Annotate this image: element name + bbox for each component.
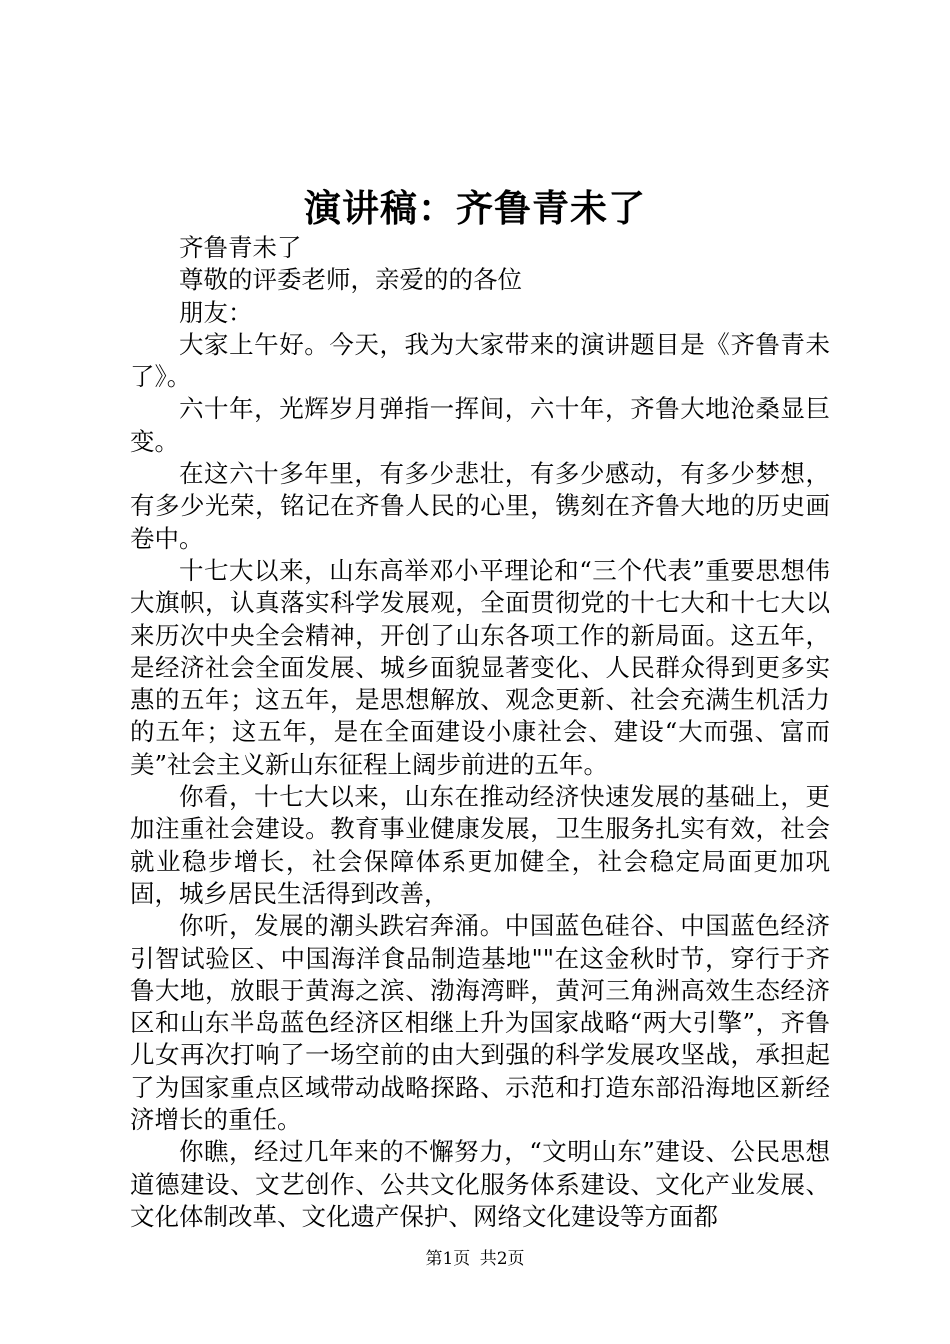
paragraph: 你看，十七大以来，山东在推动经济快速发展的基础上，更加注重社会建设。教育事业健康发展，卫生服务扎实有效，社会就业稳步增长，社会保障体系更加健全，社会稳定局面更加巩固，城乡居民生活得到改善，	[130, 782, 830, 908]
paragraph: 十七大以来，山东高举邓小平理论和“三个代表”重要思想伟大旗帜，认真落实科学发展观，全面贯彻党的十七大和十七大以来历次中央全会精神，开创了山东各项工作的新局面。这五年，是经济社会全面发展、城乡面貌显著变化、人民群众得到更多实惠的五年；这五年，是思想解放、观念更新、社会充满生机活力的五年；这五年，是在全面建设小康社会、建设“大而强、富而美”社会主义新山东征程上阔步前进的五年。	[130, 555, 830, 779]
paragraph: 你瞧，经过几年来的不懈努力，“文明山东”建设、公民思想道德建设、文艺创作、公共文化服务体系建设、文化产业发展、文化体制改革、文化遗产保护、网络文化建设等方面都	[130, 1137, 830, 1231]
document-body	[130, 232, 830, 1233]
paragraph: 六十年，光辉岁月弹指一挥间，六十年，齐鲁大地沧桑显巨变。	[130, 394, 830, 456]
paragraph: 在这六十多年里，有多少悲壮，有多少感动，有多少梦想，有多少光荣，铭记在齐鲁人民的心里，镌刻在齐鲁大地的历史画卷中。	[130, 459, 830, 553]
document-title: 演讲稿：齐鲁青未了	[304, 186, 646, 230]
paragraph: 朋友：	[179, 297, 253, 327]
page-footer	[0, 1244, 950, 1269]
paragraph: 齐鲁青未了	[179, 233, 302, 262]
page-number: 第1页	[425, 1249, 471, 1269]
paragraph: 大家上午好。今天，我为大家带来的演讲题目是《齐鲁青未了》。	[130, 329, 830, 392]
paragraph: 你听，发展的潮头跌宕奔涌。中国蓝色硅谷、中国蓝色经济引智试验区、中国海洋食品制造基地""在这金秋时节，穿行于齐鲁大地，放眼于黄海之滨、渤海湾畔，黄河三角洲高效生态经济区和山东半岛蓝色经济区相继上升为国家战略“两大引擎”，齐鲁儿女再次打响了一场空前的由大到强的科学发展攻坚战，承担起了为国家重点区域带动战略探路、示范和打造东部沿海地区新经济增长的重任。	[130, 911, 830, 1135]
page-total: 共2页	[479, 1249, 525, 1269]
paragraph: 尊敬的评委老师，亲爱的的各位	[179, 265, 522, 295]
